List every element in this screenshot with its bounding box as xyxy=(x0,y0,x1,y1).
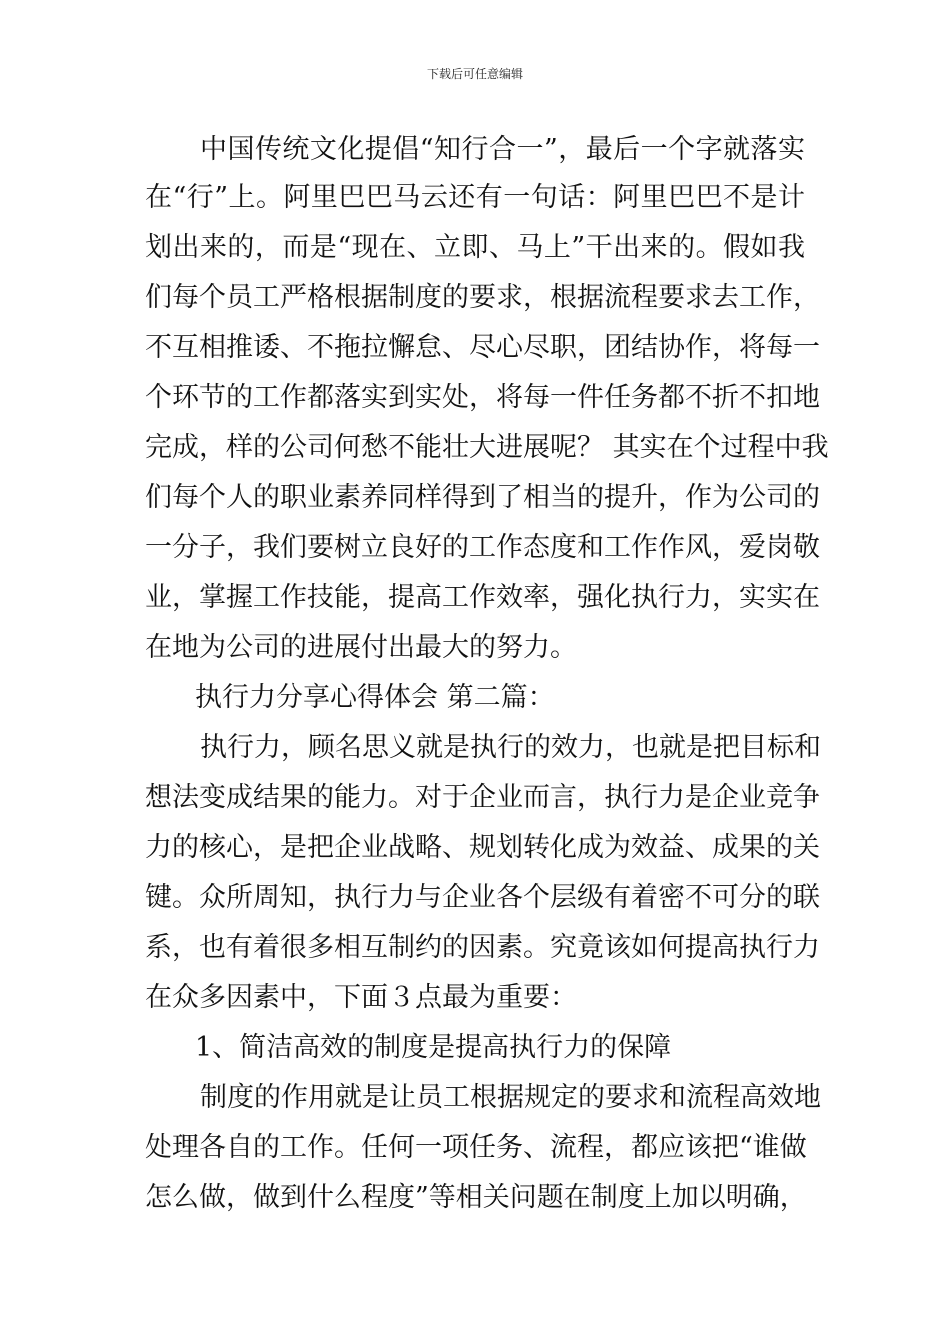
text-line: 力的核心，是把企业战略、规划转化成为效益、成果的关 xyxy=(145,832,820,863)
text-line: 们每个人的职业素养同样得到了相当的提升，作为公司的 xyxy=(145,482,820,513)
numbered-heading: 1、简洁高效的制度是提高执行力的保障 xyxy=(195,1032,672,1063)
text-line: 怎么做，做到什么程度”等相关问题在制度上加以明确， xyxy=(145,1182,807,1213)
text-line: 一分子，我们要树立良好的工作态度和工作作风，爱岗敬 xyxy=(145,532,820,563)
text-line: 想法变成结果的能力。对于企业而言，执行力是企业竞争 xyxy=(145,782,820,813)
text-line: 系，也有着很多相互制约的因素。究竟该如何提高执行力 xyxy=(145,932,820,963)
text-line: 不互相推诿、不拖拉懈怠、尽心尽职，团结协作，将每一 xyxy=(145,332,820,363)
text-line: 个环节的工作都落实到实处，将每一件任务都不折不扣地 xyxy=(145,382,820,413)
text-line: 们每个员工严格根据制度的要求，根据流程要求去工作， xyxy=(145,282,820,313)
text-line: 划出来的，而是“现在、立即、马上”干出来的。假如我 xyxy=(145,232,805,263)
text-line: 键。众所周知，执行力与企业各个层级有着密不可分的联 xyxy=(145,882,820,913)
text-line: 制度的作用就是让员工根据规定的要求和流程高效地 xyxy=(200,1082,821,1113)
text-line: 业，掌握工作技能，提高工作效率，强化执行力，实实在 xyxy=(145,582,820,613)
page-header-note: 下载后可任意编辑 xyxy=(426,67,523,81)
text-line: 中国传统文化提倡“知行合一”，最后一个字就落实 xyxy=(200,134,805,165)
section-heading: 执行力分享心得体会 第二篇： xyxy=(195,682,555,713)
text-line: 完成，样的公司何愁不能壮大进展呢？ 其实在个过程中我 xyxy=(145,432,829,463)
text-line: 执行力，顾名思义就是执行的效力，也就是把目标和 xyxy=(200,732,821,763)
text-line: 在地为公司的进展付出最大的努力。 xyxy=(145,632,577,663)
text-line: 在“行”上。阿里巴巴马云还有一句话：阿里巴巴不是计 xyxy=(145,182,805,213)
text-line: 处理各自的工作。任何一项任务、流程，都应该把“谁做 xyxy=(145,1132,807,1163)
text-line: 在众多因素中，下面３点最为重要： xyxy=(145,982,577,1013)
